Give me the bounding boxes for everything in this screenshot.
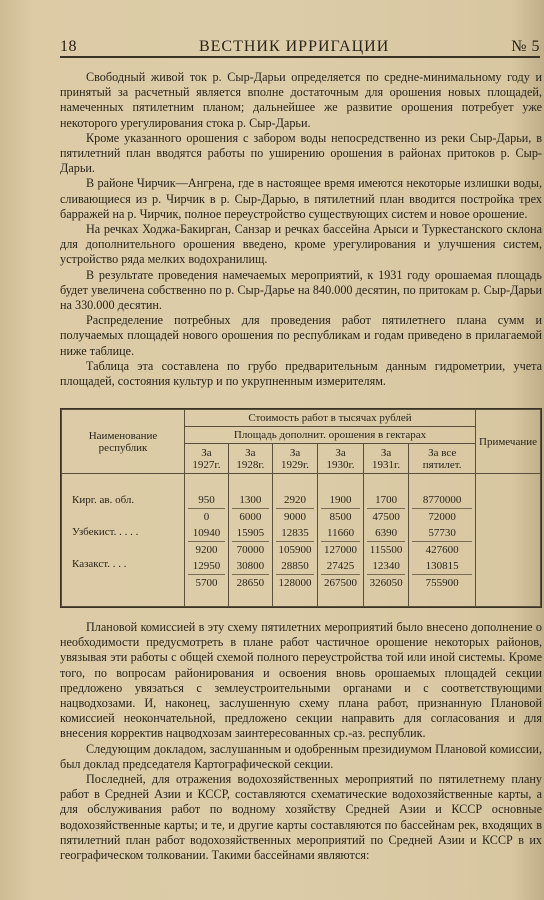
cost-value: 10940: [188, 525, 225, 542]
cost-value: 1300: [232, 492, 269, 509]
year-column: [363, 474, 409, 607]
page-number: 18: [60, 38, 77, 55]
col-note-header: Примечание: [476, 410, 541, 474]
cost-value: 1700: [367, 492, 406, 509]
paragraph: Плановой комиссией в эту схему пятилетних мероприятий было внесено дополнение о необходимости предусмотреть в плане работ частичное орошение некоторых районов, увязывая эти работы с общей схемой полного переустройства той или иной системы. Кроме того, по вопросам районирования и освоения вновь орошаемых площадей секции предложено увязаться с землеустроительными органами и с соответствующими нацводхозами. И, наконец, заслушенную схему плана работ, признанную Плановой комиссией неокончательной, предложено секции направить для согласования и для внесения корректив нацводхозам заинтересованных ср.-аз. республик.: [60, 620, 542, 741]
area-value: 267500: [324, 577, 358, 589]
note-column: [476, 474, 541, 607]
paragraph: Таблица эта составлена по грубо предварительным данным гидрометрии, учета площадей, состояния культур и по укрупненным измерителям.: [60, 358, 542, 389]
area-value: 9000: [284, 511, 307, 523]
cost-value: 130815: [412, 558, 472, 575]
paragraph: Распределение потребных для проведения работ пятилетнего плана сумм и получаемых площадей нового орошения по республикам и годам приведено в прилагаемой ниже таблице.: [60, 313, 542, 358]
year-header: За 1931г.: [363, 444, 409, 474]
area-value: 128000: [278, 577, 312, 589]
year-column: [228, 474, 272, 607]
area-value: 9200: [195, 544, 218, 556]
year-column: [318, 474, 364, 607]
issue-number: № 5: [511, 38, 540, 55]
cost-value: 28850: [276, 558, 315, 575]
area-value: 47500: [372, 511, 400, 523]
area-value: 115500: [369, 544, 403, 556]
paragraph: Последней, для отражения водохозяйственных мероприятий по пятилетнему плану работ в Средней Азии и КССР, составляются схематические водохозяйственные карты, а для обслуживания работ по водному хозяйству Средней Азии и КССР основные водохозяйственные карты; и те, и другие карты составляются по бассейнам рек, входящих в пятилетний план работ водохозяйственных мероприятий по Средней Азии и КССР в их географическом толковании. Такими бассейнами являются:: [60, 772, 542, 863]
paragraph: Свободный живой ток р. Сыр-Дарьи определяется по средне-минимальному году и принятый за расчетный является вполне достаточным для орошения новых площадей, намеченных пятилетним планом; дальнейшее же развитие орошения потребует уже некоторого урегулирования стока р. Сыр-Дарьи.: [60, 70, 542, 130]
area-value: 755900: [425, 577, 459, 589]
paragraph: На речках Ходжа-Бакирган, Санзар и речках бассейна Арыси и Туркестанского склона для дополнительного орошения введено, кроме урегулирования и улучшения систем, устройство ряда мелких водохранилищ.: [60, 222, 542, 267]
paragraph: Кроме указанного орошения с забором воды непосредственно из реки Сыр-Дарьи, в пятилетний план вводятся работы по уширению орошения в районах притоков р. Сыр-Дарьи.: [60, 130, 542, 176]
cost-value: 12835: [276, 525, 315, 542]
cost-value: 8770000: [412, 492, 472, 509]
cost-value: 57730: [412, 525, 472, 542]
year-header: За 1928г.: [228, 444, 272, 474]
area-value: 5700: [195, 577, 218, 589]
republic-name: Узбекист. . . . .: [72, 526, 139, 538]
year-header: За все пятилет.: [409, 444, 476, 474]
area-value: 70000: [236, 544, 265, 556]
col-cost-header: Стоимость работ в тысячах рублей: [185, 410, 476, 427]
year-column: [185, 474, 229, 607]
area-value: 28650: [236, 577, 265, 589]
year-header: За 1930г.: [318, 444, 364, 474]
cost-value: 11660: [321, 525, 360, 542]
cost-value: 27425: [321, 558, 360, 575]
year-column: [272, 474, 318, 607]
cost-value: 12950: [188, 558, 225, 575]
page-header: [60, 30, 540, 58]
year-header: За 1929г.: [272, 444, 318, 474]
body-text-top: [60, 70, 542, 389]
cost-value: 30800: [232, 558, 269, 575]
cost-value: 15905: [232, 525, 269, 542]
paragraph: В результате проведения намечаемых мероприятий, к 1931 году орошаемая площадь будет увеличена собственно по р. Сыр-Дарье на 840.000 десятин, по притокам р. Сыр-Дарьи на 330.000 десятин.: [60, 267, 542, 313]
cost-value: 2920: [276, 492, 315, 509]
area-value: 6000: [239, 511, 262, 523]
area-value: 427600: [425, 544, 459, 556]
paragraph: Следующим докладом, заслушанным и одобренным президиумом Плановой комиссии, был доклад председателя Картографической секции.: [60, 741, 542, 771]
col-republic-header: Наименование республик: [62, 410, 185, 474]
area-value: 105900: [278, 544, 312, 556]
cost-value: 950: [188, 492, 225, 509]
area-value: 72000: [428, 511, 456, 523]
republic-name: Казакст. . . .: [72, 558, 127, 570]
journal-title: ВЕСТНИК ИРРИГАЦИИ: [198, 38, 390, 55]
cost-value: 12340: [367, 558, 406, 575]
total-column: [409, 474, 476, 607]
cost-value: 6390: [367, 525, 406, 542]
area-value: 326050: [369, 577, 403, 589]
area-value: 8500: [329, 511, 352, 523]
republic-name: Кирг. ав. обл.: [72, 494, 135, 506]
body-text-bottom: [60, 620, 542, 863]
area-value: 127000: [324, 544, 358, 556]
col-area-header: Площадь дополнит. орошения в гектарах: [185, 427, 476, 444]
republic-column: [62, 474, 185, 607]
year-header: За 1927г.: [185, 444, 229, 474]
paragraph: В районе Чирчик—Ангрена, где в настоящее время имеются некоторые излишки воды, сливающиеся из р. Чирчик в р. Сыр-Дарью, в пятилетний план вводится постройка трех барражей на р. Чирчик, полное переустройство существующих систем и новое орошение.: [60, 176, 542, 221]
data-table: [60, 408, 542, 608]
cost-value: 1900: [321, 492, 360, 509]
area-value: 0: [203, 511, 210, 523]
